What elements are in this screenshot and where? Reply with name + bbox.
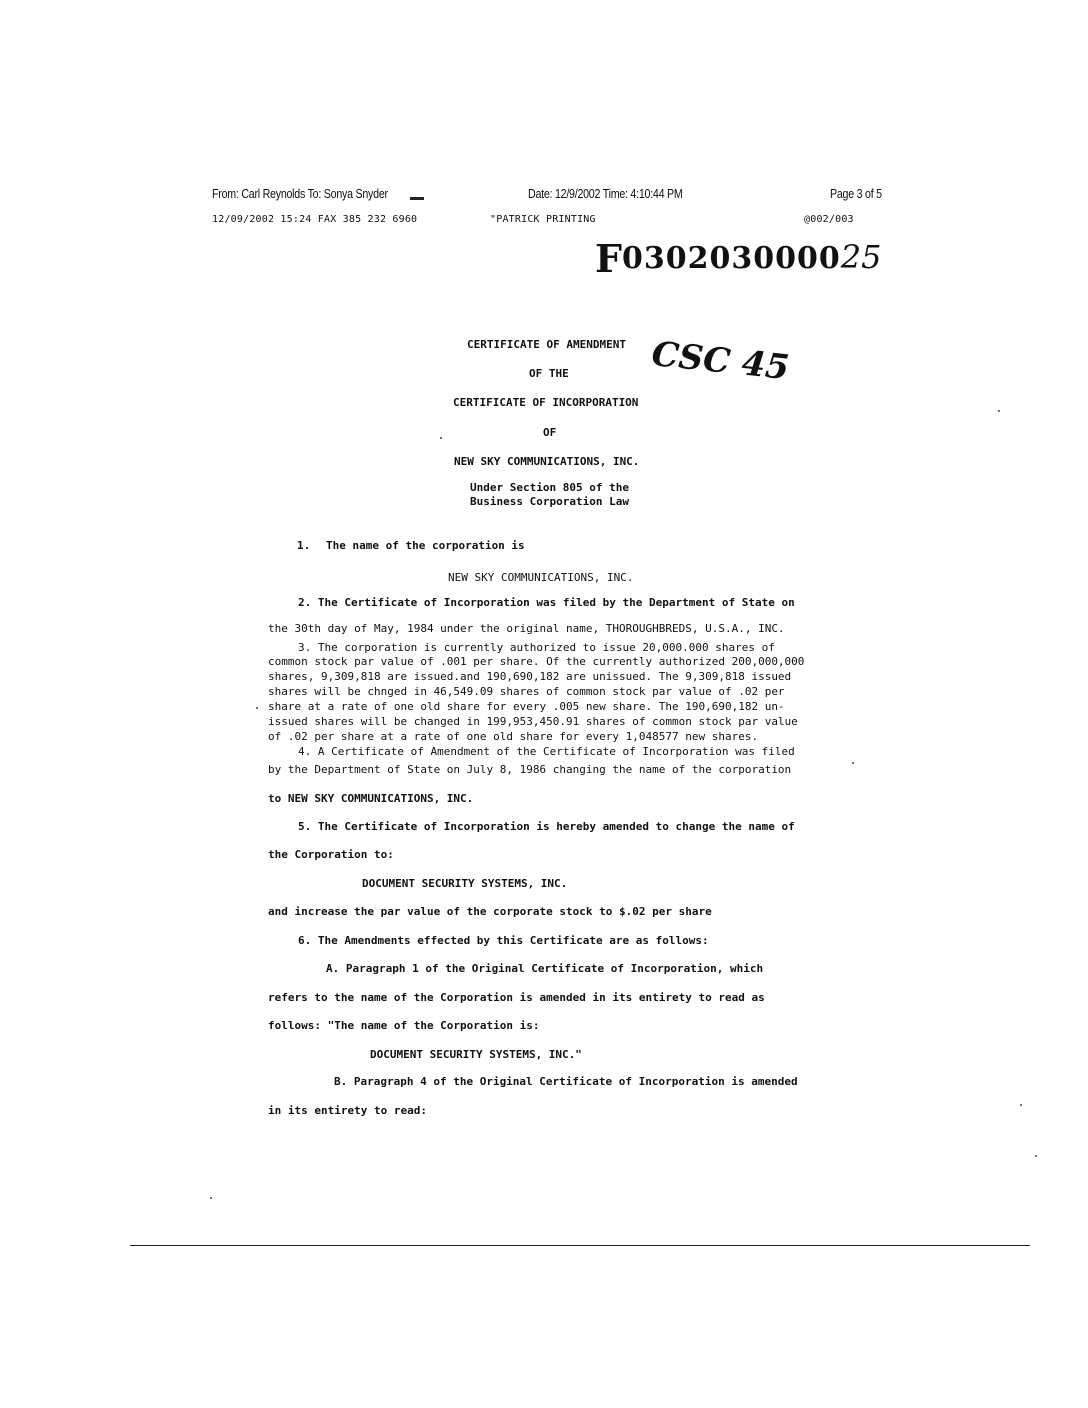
title-section-line: Under Section 805 of the: [470, 481, 629, 494]
para-3-line-1: 3. The corporation is currently authorized to issue 20,000.000 shares of: [298, 641, 775, 654]
para-b-line-1: B. Paragraph 4 of the Original Certificate of Incorporation is amended: [334, 1075, 798, 1088]
para-a-line-2: refers to the name of the Corporation is amended in its entirety to read as: [268, 991, 765, 1004]
title-line-4: OF: [543, 426, 557, 439]
para-a-line-1: A. Paragraph 1 of the Original Certificate of Incorporation, which: [326, 962, 764, 975]
scan-speck: [1035, 1155, 1037, 1157]
title-company-name: NEW SKY COMMUNICATIONS, INC.: [454, 455, 640, 468]
para-1-number: 1.: [297, 539, 311, 552]
para-1-company-name: NEW SKY COMMUNICATIONS, INC.: [448, 571, 634, 584]
para-5-line-3: and increase the par value of the corporate stock to $.02 per share: [268, 905, 712, 918]
para-4-line-2: by the Department of State on July 8, 1986 changing the name of the corporation: [268, 763, 792, 776]
para-5-new-name: DOCUMENT SECURITY SYSTEMS, INC.: [362, 877, 568, 890]
para-3-line-5: share at a rate of one old share for every .005 new share. The 190,690,182 un-: [268, 700, 785, 713]
para-a-line-3: follows: "The name of the Corporation is:: [268, 1019, 540, 1032]
scan-speck: [998, 410, 1000, 412]
para-3-line-7: of .02 per share at a rate of one old share for every 1,048577 new shares.: [268, 730, 759, 743]
para-6-line-1: 6. The Amendments effected by this Certificate are as follows:: [298, 934, 709, 947]
para-3-line-6: issued shares will be changed in 199,953,450.91 shares of common stock par value: [268, 715, 798, 728]
title-line-3: CERTIFICATE OF INCORPORATION: [453, 396, 639, 409]
fax-icon: @: [804, 214, 811, 225]
scan-speck: [256, 707, 258, 709]
bottom-rule: [130, 1245, 1030, 1246]
fax-transmission-line: 12/09/2002 15:24 FAX 385 232 6960: [212, 214, 418, 225]
para-a-new-name: DOCUMENT SECURITY SYSTEMS, INC.": [370, 1048, 582, 1061]
header-dash-mark: [410, 197, 424, 200]
para-2-line-1: 2. The Certificate of Incorporation was filed by the Department of State on: [298, 596, 795, 609]
filing-stamp-prefix: F: [595, 236, 622, 281]
para-3-line-3: shares, 9,309,818 are issued.and 190,690,182 are unissued. The 9,309,818 issued: [268, 670, 792, 683]
fax-page-number: Page 3 of 5: [830, 186, 882, 201]
para-b-line-2: in its entirety to read:: [268, 1104, 427, 1117]
scan-speck: [440, 437, 442, 439]
scan-speck: [852, 762, 854, 764]
scan-speck: [1020, 1104, 1022, 1106]
para-4-line-1: 4. A Certificate of Amendment of the Certificate of Incorporation was filed: [298, 745, 795, 758]
title-law-line: Business Corporation Law: [470, 495, 629, 508]
title-line-1: CERTIFICATE OF AMENDMENT: [467, 338, 626, 351]
para-5-line-1: 5. The Certificate of Incorporation is hereby amended to change the name of: [298, 820, 795, 833]
fax-sender-name: "PATRICK PRINTING: [490, 214, 596, 225]
para-5-line-2: the Corporation to:: [268, 848, 394, 861]
para-3-line-4: shares will be chnged in 46,549.09 shares of common stock par value of .02 per: [268, 685, 785, 698]
para-4-line-3: to NEW SKY COMMUNICATIONS, INC.: [268, 792, 474, 805]
filing-stamp-handwritten-suffix: 25: [840, 238, 882, 276]
para-1-text: The name of the corporation is: [326, 539, 525, 552]
title-line-2: OF THE: [529, 367, 569, 380]
filing-stamp: [595, 232, 882, 281]
fax-datetime: Date: 12/9/2002 Time: 4:10:44 PM: [528, 186, 683, 201]
handwritten-csc-mark: CSC 45: [649, 334, 792, 389]
scan-speck: [210, 1197, 212, 1199]
fax-page-counter: @002/003: [804, 214, 854, 225]
filing-stamp-number: 0302030000: [621, 241, 841, 276]
para-2-line-2: the 30th day of May, 1984 under the original name, THOROUGHBREDS, U.S.A., INC.: [268, 622, 785, 635]
fax-from-to: From: Carl Reynolds To: Sonya Snyder: [212, 186, 388, 201]
para-3-line-2: common stock par value of .001 per share. Of the currently authorized 200,000,000: [268, 655, 805, 668]
